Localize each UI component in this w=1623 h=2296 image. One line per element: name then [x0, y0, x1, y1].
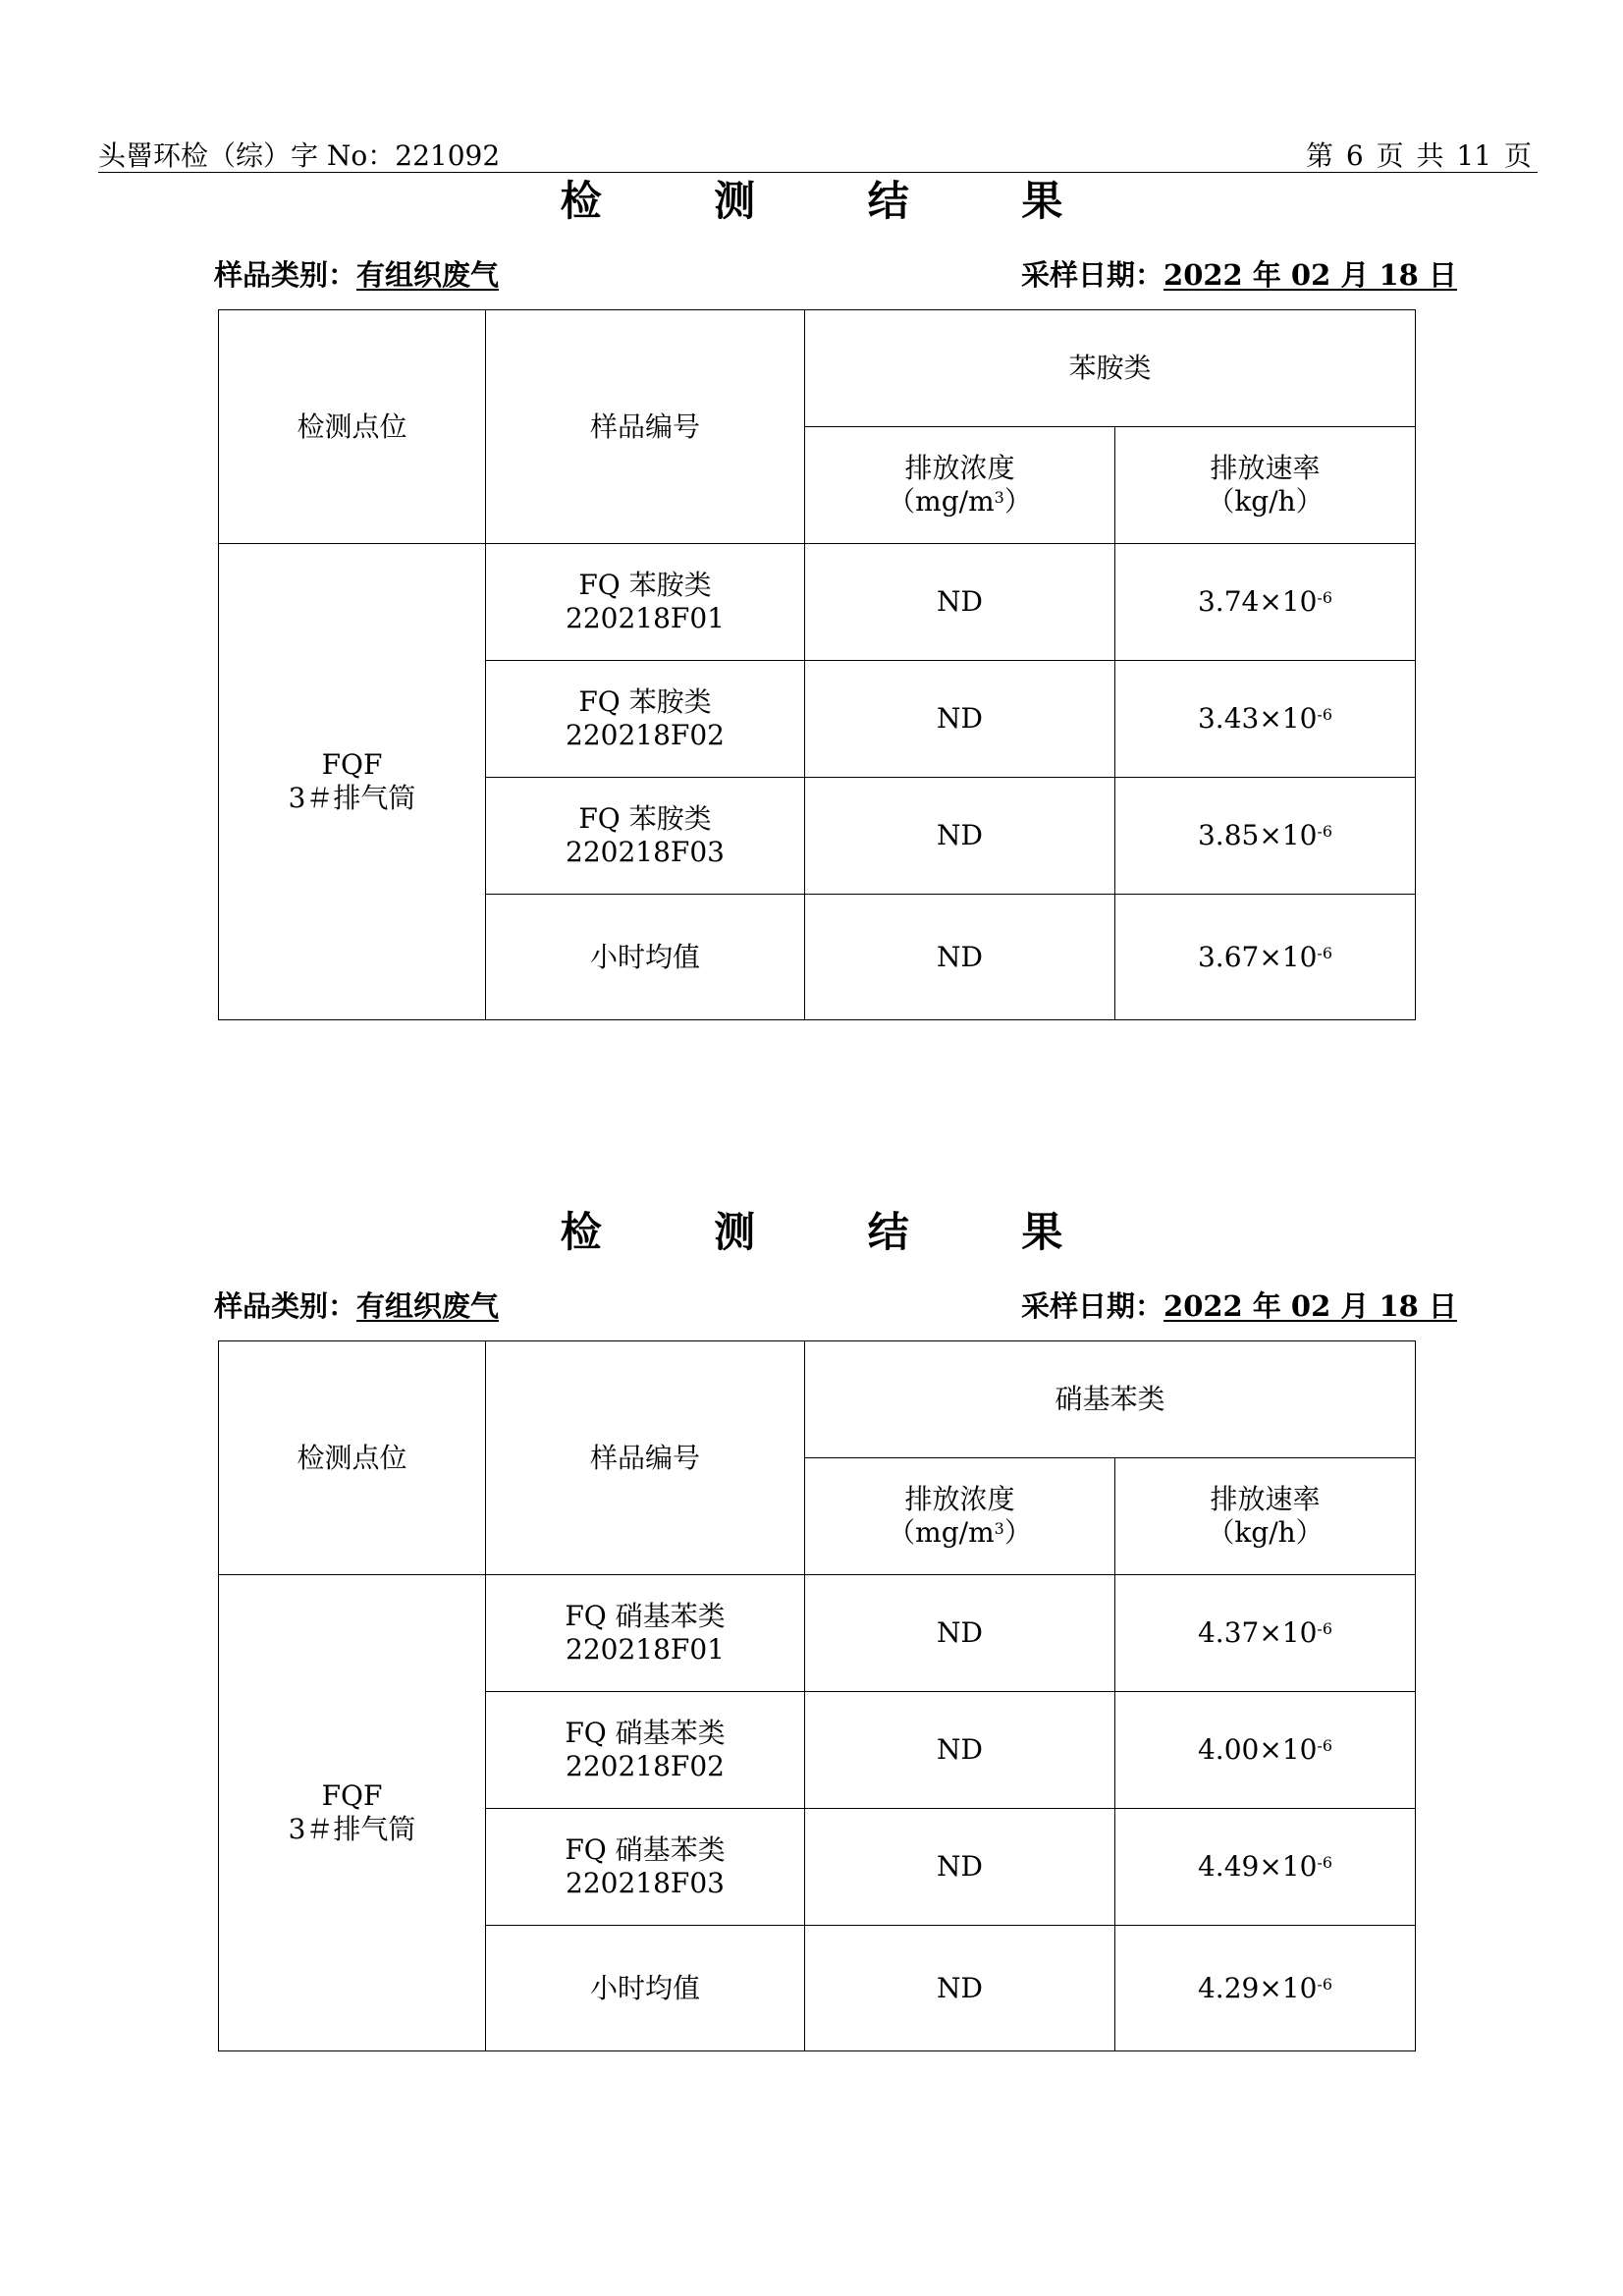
rate-value: $4.37\times 10^{-6}$ [1115, 1575, 1416, 1692]
concentration-unit: $(mg/m^3)$ [888, 1516, 1032, 1549]
sample-type-value: 有组织废气 [356, 258, 500, 292]
header-monitoring-point: 检测点位 [219, 1341, 486, 1575]
rate-unit: （kg/h） [1207, 485, 1324, 518]
rate-label: 排放速率 [1210, 452, 1321, 484]
sampling-date [1021, 257, 1457, 293]
concentration-label: 排放浓度 [904, 452, 1015, 484]
concentration-value: ND [805, 661, 1115, 778]
sample-id: FQ 硝基苯类 220218F03 [486, 1809, 805, 1926]
rate-value: $4.49\times 10^{-6}$ [1115, 1809, 1416, 1926]
concentration-value: ND [805, 1692, 1115, 1809]
result-section-1 [0, 177, 1623, 1061]
rate-value: $4.00\times 10^{-6}$ [1115, 1692, 1416, 1809]
concentration-value: ND [805, 544, 1115, 661]
sample-type [214, 257, 499, 293]
hourly-average-label: 小时均值 [486, 1926, 805, 2051]
header-sample-id: 样品编号 [486, 1341, 805, 1575]
sample-id: FQ 硝基苯类 220218F01 [486, 1575, 805, 1692]
header-emission-rate [1115, 427, 1416, 544]
rate-value: $4.29\times 10^{-6}$ [1115, 1926, 1416, 2051]
concentration-value: ND [805, 778, 1115, 895]
concentration-value: ND [805, 1809, 1115, 1926]
header-concentration [805, 1458, 1115, 1575]
header-emission-rate [1115, 1458, 1416, 1575]
header-pollutant: 苯胺类 [805, 310, 1416, 427]
sample-id: FQ 苯胺类 220218F02 [486, 661, 805, 778]
concentration-value: ND [805, 895, 1115, 1020]
sample-type-label: 样品类别： [214, 258, 357, 292]
rate-value: $3.85\times 10^{-6}$ [1115, 778, 1416, 895]
header-pollutant: 硝基苯类 [805, 1341, 1416, 1458]
header-sample-id: 样品编号 [486, 310, 805, 544]
rate-unit: （kg/h） [1207, 1516, 1324, 1549]
concentration-value: ND [805, 1926, 1115, 2051]
sample-type-label: 样品类别： [214, 1289, 357, 1323]
monitoring-point: FQF 3＃排气筒 [219, 544, 486, 1020]
sampling-date-label: 采样日期： [1021, 258, 1164, 292]
sampling-date-value: 2022 年 02 月 18 日 [1163, 1289, 1457, 1323]
sample-type-value: 有组织废气 [356, 1289, 500, 1323]
concentration-value: ND [805, 1575, 1115, 1692]
rate-label: 排放速率 [1210, 1483, 1321, 1515]
sample-type [214, 1288, 499, 1324]
header-concentration [805, 427, 1115, 544]
rate-value: $3.43\times 10^{-6}$ [1115, 661, 1416, 778]
sampling-date-value: 2022 年 02 月 18 日 [1163, 258, 1457, 292]
sample-id: FQ 硝基苯类 220218F02 [486, 1692, 805, 1809]
concentration-label: 排放浓度 [904, 1483, 1015, 1515]
header-divider [98, 172, 1538, 173]
sampling-date [1021, 1288, 1457, 1324]
sampling-date-label: 采样日期： [1021, 1289, 1164, 1323]
report-number: 头罾环检（综）字 No：221092 [98, 139, 501, 172]
page-info: 第 6 页 共 11 页 [1306, 139, 1532, 172]
sample-id: FQ 苯胺类 220218F03 [486, 778, 805, 895]
rate-value: $3.67\times 10^{-6}$ [1115, 895, 1416, 1020]
section-title: 检 测 结 果 [560, 1208, 1112, 1256]
header-monitoring-point: 检测点位 [219, 310, 486, 544]
rate-value: $3.74\times 10^{-6}$ [1115, 544, 1416, 661]
sample-id: FQ 苯胺类 220218F01 [486, 544, 805, 661]
result-section-2 [0, 1208, 1623, 2092]
hourly-average-label: 小时均值 [486, 895, 805, 1020]
concentration-unit: $(mg/m^3)$ [888, 485, 1032, 518]
section-title: 检 测 结 果 [560, 177, 1112, 225]
results-table [218, 309, 1416, 1020]
monitoring-point: FQF 3＃排气筒 [219, 1575, 486, 2051]
results-table [218, 1340, 1416, 2051]
